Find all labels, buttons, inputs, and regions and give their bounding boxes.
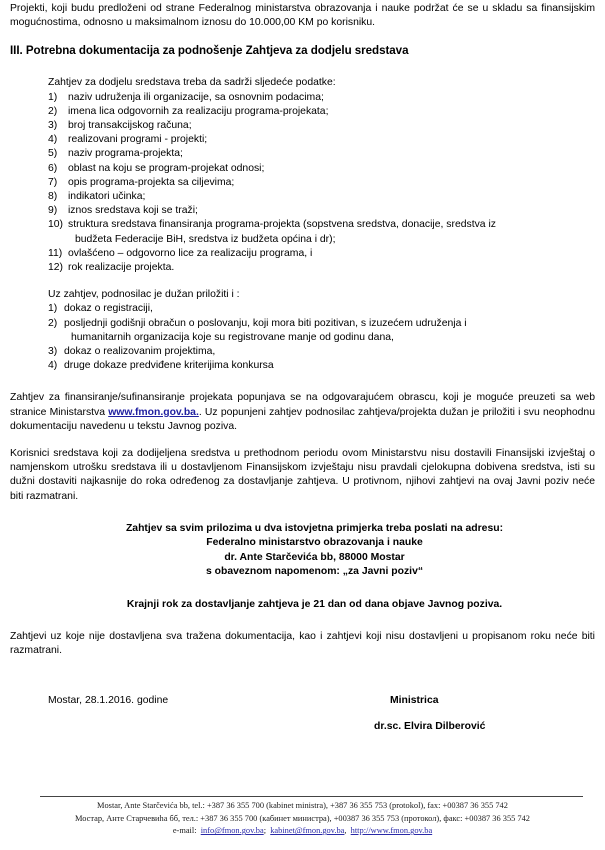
- list-item: [48, 91, 595, 105]
- form-paragraph-after-link: . Uz popunjeni zahtjev podnosilac zahtjeva/projekta dužan je priložiti i svu neophodnu dokumentaciju navedenu u tekstu Javnog poziva.: [10, 406, 595, 432]
- attachment-list: [48, 302, 595, 373]
- list-text: posljednji godišnji obračun o poslovanju, koji mora biti pozitivan, s izuzećem udruženja i: [64, 317, 467, 329]
- spacer: [10, 612, 595, 630]
- address-line: Federalno ministarstvo obrazovanja i nauke: [206, 537, 423, 549]
- list-marker: 8): [48, 191, 58, 203]
- list-text-continuation: budžeta Federacije BiH, sredstva iz budžeta općina i dr);: [75, 233, 336, 245]
- list-item: [48, 105, 595, 119]
- list-text: druge dokaze predviđene kriterijima konkursa: [64, 360, 274, 372]
- list-text: realizovani programi - projekti;: [68, 134, 208, 146]
- list-item: [48, 317, 595, 345]
- list-text: oblast na koju se program-projekat odnosi;: [68, 162, 265, 174]
- footer-separator: ;: [263, 826, 267, 836]
- footer-contact-cyrillic: Мостар, Анте Старчевиһа бб, тел.: +387 36 355 700 (кабинет министра), +00387 36 355 753 (протокол), факс: +00387 36 355 742: [75, 813, 530, 823]
- footer-contact-latin: Mostar, Ante Starčevića bb, tel.: +387 36 355 700 (kabinet ministra), +387 36 355 753 (protokol), fax: +00387 36 355 742: [97, 801, 508, 810]
- spacer: [48, 275, 595, 288]
- intro-paragraph: Projekti, koji budu predloženi od strane Federalnog ministarstva obrazovanja i nauke podržat će se u skladu sa finansijskim mogućnostima, odnosno u maksimalnom iznosu do 10.000,00 KM po korisniku.: [10, 3, 595, 29]
- section-heading: III. Potrebna dokumentacija za podnošenje Zahtjeva za dodjelu sredstava: [10, 44, 409, 58]
- signature-title: Ministrica: [390, 695, 439, 707]
- attachment-list-intro: Uz zahtjev, podnosilac je dužan priložiti i :: [48, 289, 240, 301]
- list-marker: 11): [48, 247, 63, 259]
- list-marker: 10): [48, 219, 64, 231]
- spacer: [10, 682, 595, 695]
- list-item: [48, 204, 595, 218]
- request-list-intro: Zahtjev za dodjelu sredstava treba da sadrži sljedeće podatke:: [48, 77, 336, 89]
- list-item: [48, 133, 595, 147]
- list-item: [48, 247, 595, 261]
- list-marker: 4): [48, 134, 58, 146]
- list-marker: 7): [48, 176, 58, 188]
- list-text: indikatori učinka;: [68, 191, 146, 203]
- form-paragraph-before-link: Zahtjev za finansiranje/sufinansiranje projekata popunjava se na odgovarajućem obrascu, koji je moguće preuzeti sa web stranice Ministarstva: [10, 392, 595, 418]
- list-marker: 2): [48, 317, 58, 329]
- ministry-website-link[interactable]: www.fmon.gov.ba.: [108, 406, 199, 418]
- list-text: rok realizacije projekta.: [68, 262, 175, 274]
- footer-email-label: e-mail:: [172, 826, 197, 836]
- list-marker: 3): [48, 120, 58, 132]
- list-item: [48, 162, 595, 176]
- list-text: naziv programa-projekta;: [68, 148, 183, 160]
- address-line: Zahtjev sa svim prilozima u dva istovjetna primjerka treba poslati na adresu:: [125, 522, 504, 534]
- spacer: [10, 504, 595, 522]
- list-text: struktura sredstava finansiranja programa-projekta (sopstvena sredstva, donacije, sredstva iz: [68, 219, 496, 231]
- list-text: dokaz o registraciji,: [64, 303, 153, 315]
- list-text: ovlašćeno – odgovorno lice za realizaciju programa, i: [68, 247, 313, 259]
- list-marker: 1): [48, 91, 58, 103]
- list-marker: 3): [48, 346, 58, 358]
- spacer: [10, 58, 595, 76]
- list-item: [48, 176, 595, 190]
- list-item: [48, 147, 595, 161]
- spacer: [10, 30, 595, 43]
- deadline-line: Krajnji rok za dostavljanje zahtjeva je 21 dan od dana objave Javnog poziva.: [126, 598, 503, 610]
- address-line: dr. Ante Starčevića bb, 88000 Mostar: [224, 551, 405, 563]
- list-item: [48, 190, 595, 204]
- list-marker: 4): [48, 360, 58, 372]
- document-body: [10, 2, 595, 733]
- list-text: naziv udruženja ili organizacije, sa osnovnim podacima;: [68, 91, 324, 103]
- list-item: [48, 218, 595, 246]
- footer-website-link[interactable]: http://www.fmon.gov.ba: [350, 826, 433, 836]
- spacer: [10, 373, 595, 391]
- list-item: [48, 302, 595, 316]
- request-list-block: [48, 76, 595, 373]
- spacer: [10, 434, 595, 447]
- form-paragraph: [10, 391, 595, 434]
- signature-name: dr.sc. Elvira Dilberović: [374, 721, 486, 733]
- list-text: iznos sredstava koji se traži;: [68, 205, 198, 217]
- list-marker: 5): [48, 148, 58, 160]
- list-text: opis programa-projekta sa ciljevima;: [68, 176, 235, 188]
- list-item: [48, 119, 595, 133]
- spacer: [10, 580, 595, 598]
- footer-email-line: [0, 824, 605, 837]
- list-text: dokaz o realizovanim projektima,: [64, 346, 216, 358]
- list-text-continuation: humanitarnih organizacija koje su registrovane manje od godinu dana,: [71, 331, 394, 343]
- signature-place-date: Mostar, 28.1.2016. godine: [48, 695, 169, 707]
- footer-email-kabinet-link[interactable]: kabinet@fmon.gov.ba: [270, 826, 345, 836]
- address-line: s obaveznom napomenom: „za Javni poziv“: [205, 566, 424, 578]
- incomplete-paragraph: Zahtjevi uz koje nije dostavljena sva tražena dokumentacija, kao i zahtjevi koji nisu dostavljeni u propisanom roku neće biti razmatrani.: [10, 630, 595, 657]
- list-marker: 1): [48, 303, 58, 315]
- list-item: [48, 261, 595, 275]
- list-marker: 6): [48, 162, 58, 174]
- list-item: [48, 345, 595, 359]
- page-footer: [0, 796, 605, 837]
- signature-row: [10, 695, 595, 733]
- list-text: imena lica odgovornih za realizaciju programa-projekata;: [68, 105, 329, 117]
- list-marker: 12): [48, 262, 64, 274]
- footer-email-info-link[interactable]: info@fmon.gov.ba: [200, 826, 264, 836]
- beneficiaries-paragraph: Korisnici sredstava koji za dodijeljena sredstva u prethodnom periodu ovom Ministarstvu nisu dostavili Finansijski izvještaj o namjenskom utrošku sredstava ili u dostavljenom Finansijskom izvještaju nisu pravdali cjelokupna dobivena sredstva, isti su dužni dostaviti najkasnije do roka određenog za dostavljanje zahtjeva. U protivnom, njihovi zahtjevi na ovaj Javni poziv neće biti razmatrani.: [10, 448, 595, 502]
- list-item: [48, 359, 595, 373]
- list-marker: 9): [48, 205, 58, 217]
- signature-block: [374, 695, 590, 733]
- spacer: [10, 658, 595, 682]
- list-text: broj transakcijskog računa;: [68, 120, 192, 132]
- request-list: [48, 91, 595, 276]
- footer-separator: ,: [344, 826, 347, 836]
- list-marker: 2): [48, 105, 58, 117]
